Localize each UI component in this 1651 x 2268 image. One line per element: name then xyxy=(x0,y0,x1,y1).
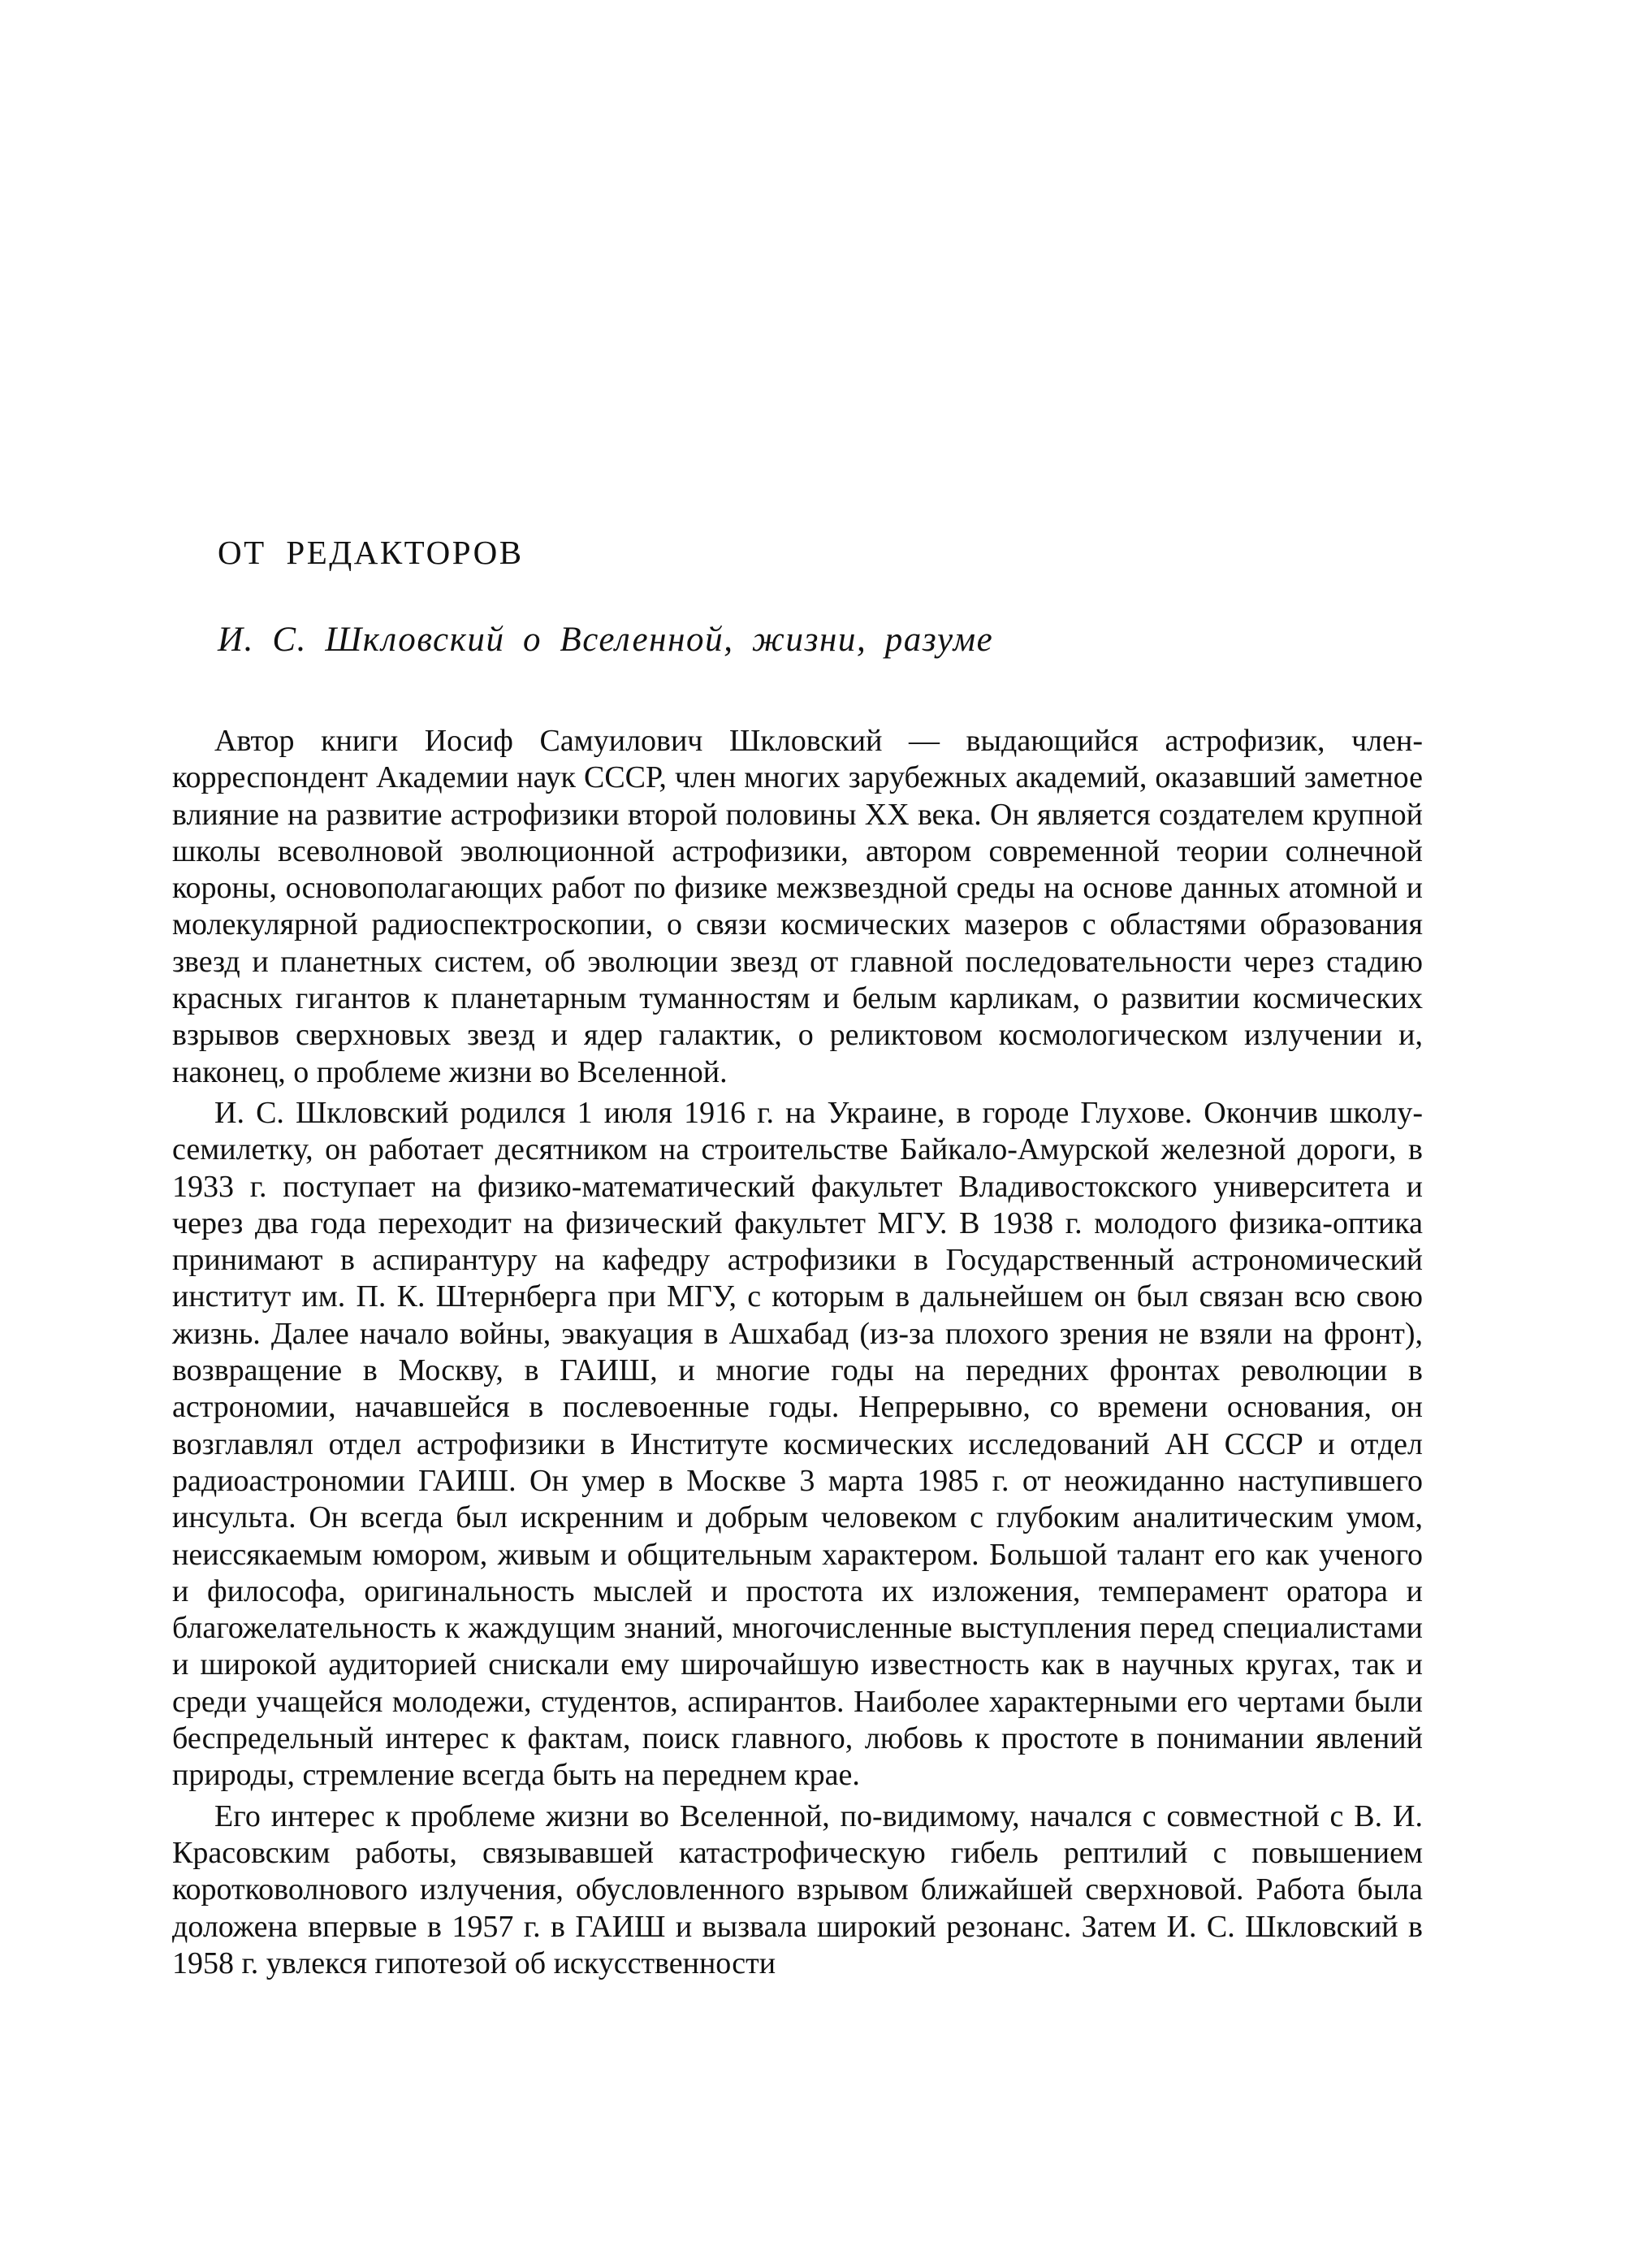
paragraph: И. С. Шкловский родился 1 июля 1916 г. на Украине, в городе Глухове. Окончив школу-семилетку, он работает десятником на строительстве Байкало-Амурской железной дороги, в 1933 г. поступает на физико-математический факультет Владивостокского университета и через два года переходит на физический факультет МГУ. В 1938 г. молодого физика-оптика принимают в аспирантуру на кафедру астрофизики в Государственный астрономический институт им. П. К. Штернберга при МГУ, с которым в дальнейшем он был связан всю свою жизнь. Далее начало войны, эвакуация в Ашхабад (из-за плохого зрения не взяли на фронт), возвращение в Москву, в ГАИШ, и многие годы на передних фронтах революции в астрономии, начавшейся в послевоенные годы. Непрерывно, со времени основания, он возглавлял отдел астрофизики в Институте космических исследований АН СССР и отдел радиоастрономии ГАИШ. Он умер в Москве 3 марта 1985 г. от неожиданно наступившего инсульта. Он всегда был искренним и добрым человеком с глубоким аналитическим умом, неиссякаемым юмором, живым и общительным характером. Большой талант его как ученого и философа, оригинальность мыслей и простота их изложения, темперамент оратора и благожелательность к жаждущим знаний, многочисленные выступления перед специалистами и широкой аудиторией снискали ему широчайшую известность как в научных кругах, так и среди учащейся молодежи, студентов, аспирантов. Наиболее характерными его чертами были беспредельный интерес к фактам, поиск главного, любовь к простоте в понимании явлений природы, стремление всегда быть на переднем крае. xyxy=(172,1095,1423,1793)
chapter-heading: ОТ РЕДАКТОРОВ xyxy=(218,534,524,571)
paragraph: Автор книги Иосиф Самуилович Шкловский — выдающийся астрофизик, член-корреспондент Академии наук СССР, член многих зарубежных академий, оказавший заметное влияние на развитие астрофизики второй половины XX века. Он является создателем крупной школы всеволновой эволюционной астрофизики, автором современной теории солнечной короны, основополагающих работ по физике межзвездной среды на основе данных атомной и молекулярной радиоспектроскопии, о связи космических мазеров с областями образования звезд и планетных систем, об эволюции звезд от главной последовательности через стадию красных гигантов к планетарным туманностям и белым карликам, о развитии космических взрывов сверхновых звезд и ядер галактик, о реликтовом космологическом излучении и, наконец, о проблеме жизни во Вселенной. xyxy=(172,724,1423,1089)
body-text xyxy=(172,723,1423,1982)
paragraph: Его интерес к проблеме жизни во Вселенной, по-видимому, начался с совместной с В. И. Красовским работы, связывавшей катастрофическую гибель рептилий с повышением коротковолнового излучения, обусловленного взрывом ближайшей сверхновой. Работа была доложена впервые в 1957 г. в ГАИШ и вызвала широкий резонанс. Затем И. С. Шкловский в 1958 г. увлекся гипотезой об искусственности xyxy=(172,1798,1423,1980)
chapter-subheading: И. С. Шкловский о Вселенной, жизни, разуме xyxy=(218,621,994,659)
